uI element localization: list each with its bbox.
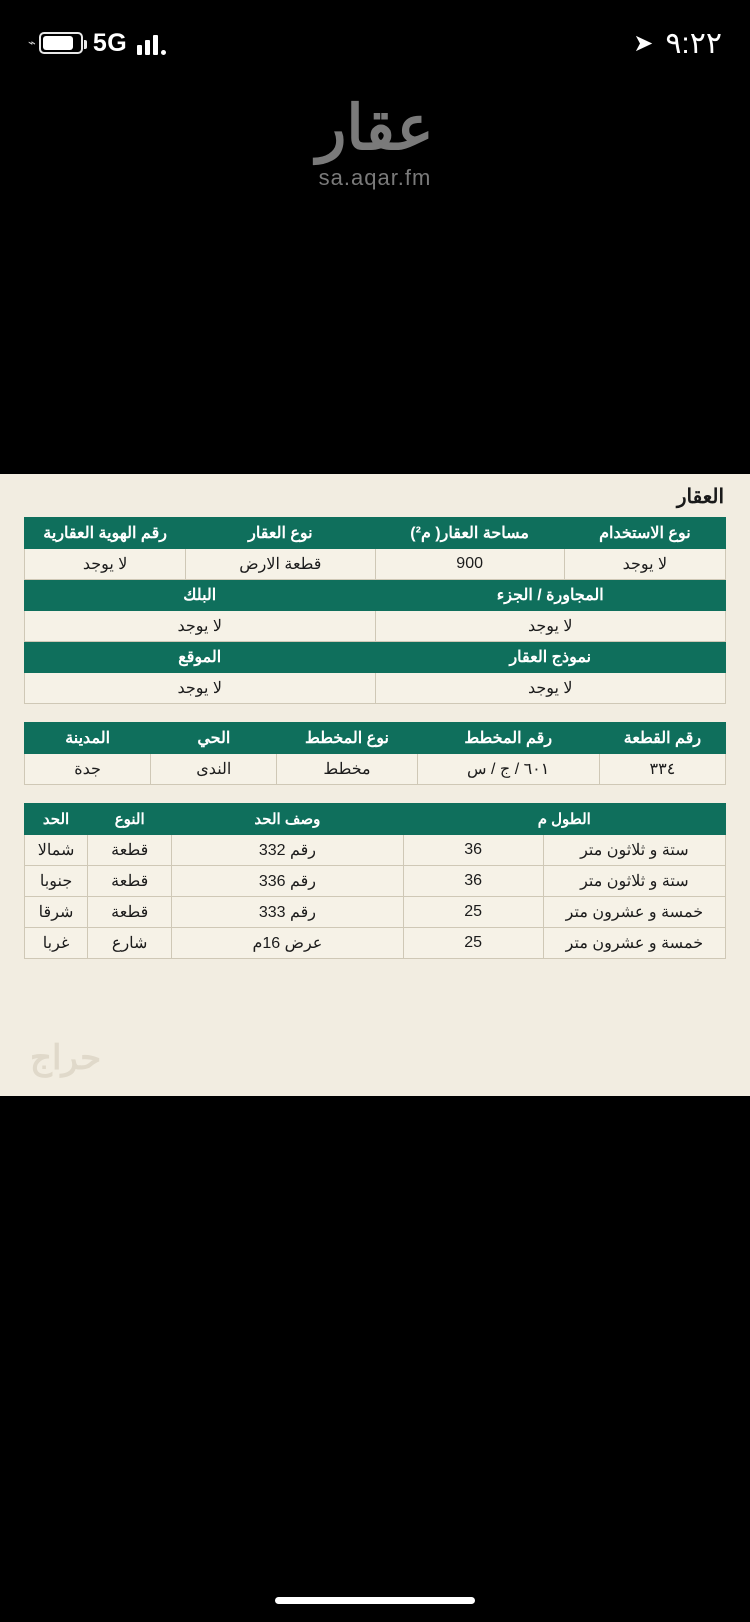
header-length: الطول م [403, 804, 725, 835]
status-bar [0, 0, 750, 86]
cell-length-text: ستة و ثلاثون متر [543, 866, 725, 897]
value-location: لا يوجد [25, 673, 376, 704]
cell-boundary-desc: رقم 332 [172, 835, 403, 866]
cell-boundary-desc: رقم 336 [172, 866, 403, 897]
table-row [25, 928, 726, 959]
table-row [25, 673, 726, 704]
brand-domain: sa.aqar.fm [318, 165, 432, 191]
cell-length-text: خمسة و عشرون متر [543, 897, 725, 928]
value-property-area: 900 [375, 549, 564, 580]
header-plan-number: رقم المخطط [417, 723, 599, 754]
cell-boundary-kind: قطعة [88, 866, 172, 897]
property-details-table [24, 517, 726, 704]
header-usage-type: نوع الاستخدام [564, 518, 725, 549]
plan-details-table [24, 722, 726, 785]
table-row [25, 611, 726, 642]
status-clock: ٩:٢٢ [665, 26, 722, 60]
brand-name: عقار [316, 94, 434, 163]
status-bar-left [28, 29, 166, 58]
document-title: العقار [676, 486, 724, 508]
header-location: الموقع [25, 642, 376, 673]
brand-logo [0, 95, 750, 191]
table-header-row [25, 804, 726, 835]
cell-length-number: 25 [403, 928, 543, 959]
battery-charging-icon: ⌁ [28, 35, 36, 50]
header-plan-type: نوع المخطط [277, 723, 417, 754]
table-row [25, 549, 726, 580]
boundaries-table [24, 803, 726, 959]
header-neighbor-part: المجاورة / الجزء [375, 580, 725, 611]
signal-bars-icon [137, 31, 166, 55]
value-city: جدة [25, 754, 151, 785]
cell-length-number: 36 [403, 866, 543, 897]
battery-level-fill [43, 36, 73, 50]
header-boundary-kind: النوع [88, 804, 172, 835]
status-bar-right [633, 26, 722, 61]
cell-boundary-side: جنوبا [25, 866, 88, 897]
value-property-id: لا يوجد [25, 549, 186, 580]
value-plan-type: مخطط [277, 754, 417, 785]
location-arrow-icon: ➤ [633, 29, 654, 57]
cell-boundary-side: شرقا [25, 897, 88, 928]
header-property-type: نوع العقار [186, 518, 375, 549]
haraj-watermark: حراج [30, 1039, 102, 1077]
header-parcel-number: رقم القطعة [599, 723, 725, 754]
table-row [25, 580, 726, 611]
value-neighbor-part: لا يوجد [375, 611, 725, 642]
value-parcel-number: ٣٣٤ [599, 754, 725, 785]
header-property-id: رقم الهوية العقارية [25, 518, 186, 549]
header-boundary-side: الحد [25, 804, 88, 835]
table-row [25, 835, 726, 866]
cell-length-text: خمسة و عشرون متر [543, 928, 725, 959]
home-indicator[interactable] [275, 1597, 475, 1604]
header-district: الحي [151, 723, 277, 754]
header-block: البلك [25, 580, 376, 611]
value-property-type: قطعة الارض [186, 549, 375, 580]
header-property-model: نموذج العقار [375, 642, 725, 673]
cell-boundary-side: غربا [25, 928, 88, 959]
header-property-area: مساحة العقار( م²) [375, 518, 564, 549]
battery-icon [39, 32, 83, 54]
cell-boundary-kind: شارع [88, 928, 172, 959]
cell-length-number: 36 [403, 835, 543, 866]
battery-indicator [28, 32, 83, 54]
network-label: 5G [92, 28, 128, 57]
value-district: الندى [151, 754, 277, 785]
table-row [25, 518, 726, 549]
table-row [25, 723, 726, 754]
cell-boundary-desc: عرض 16م [172, 928, 403, 959]
cell-length-text: ستة و ثلاثون متر [543, 835, 725, 866]
value-block: لا يوجد [25, 611, 376, 642]
header-city: المدينة [25, 723, 151, 754]
cell-length-number: 25 [403, 897, 543, 928]
table-row [25, 866, 726, 897]
value-usage-type: لا يوجد [564, 549, 725, 580]
deed-document-image [0, 474, 750, 1096]
value-property-model: لا يوجد [375, 673, 725, 704]
cell-boundary-desc: رقم 333 [172, 897, 403, 928]
cell-boundary-side: شمالا [25, 835, 88, 866]
value-plan-number: ٦٠١ / ج / س [417, 754, 599, 785]
cell-boundary-kind: قطعة [88, 897, 172, 928]
table-row [25, 642, 726, 673]
header-boundary-desc: وصف الحد [172, 804, 403, 835]
cell-boundary-kind: قطعة [88, 835, 172, 866]
table-row [25, 897, 726, 928]
table-row [25, 754, 726, 785]
